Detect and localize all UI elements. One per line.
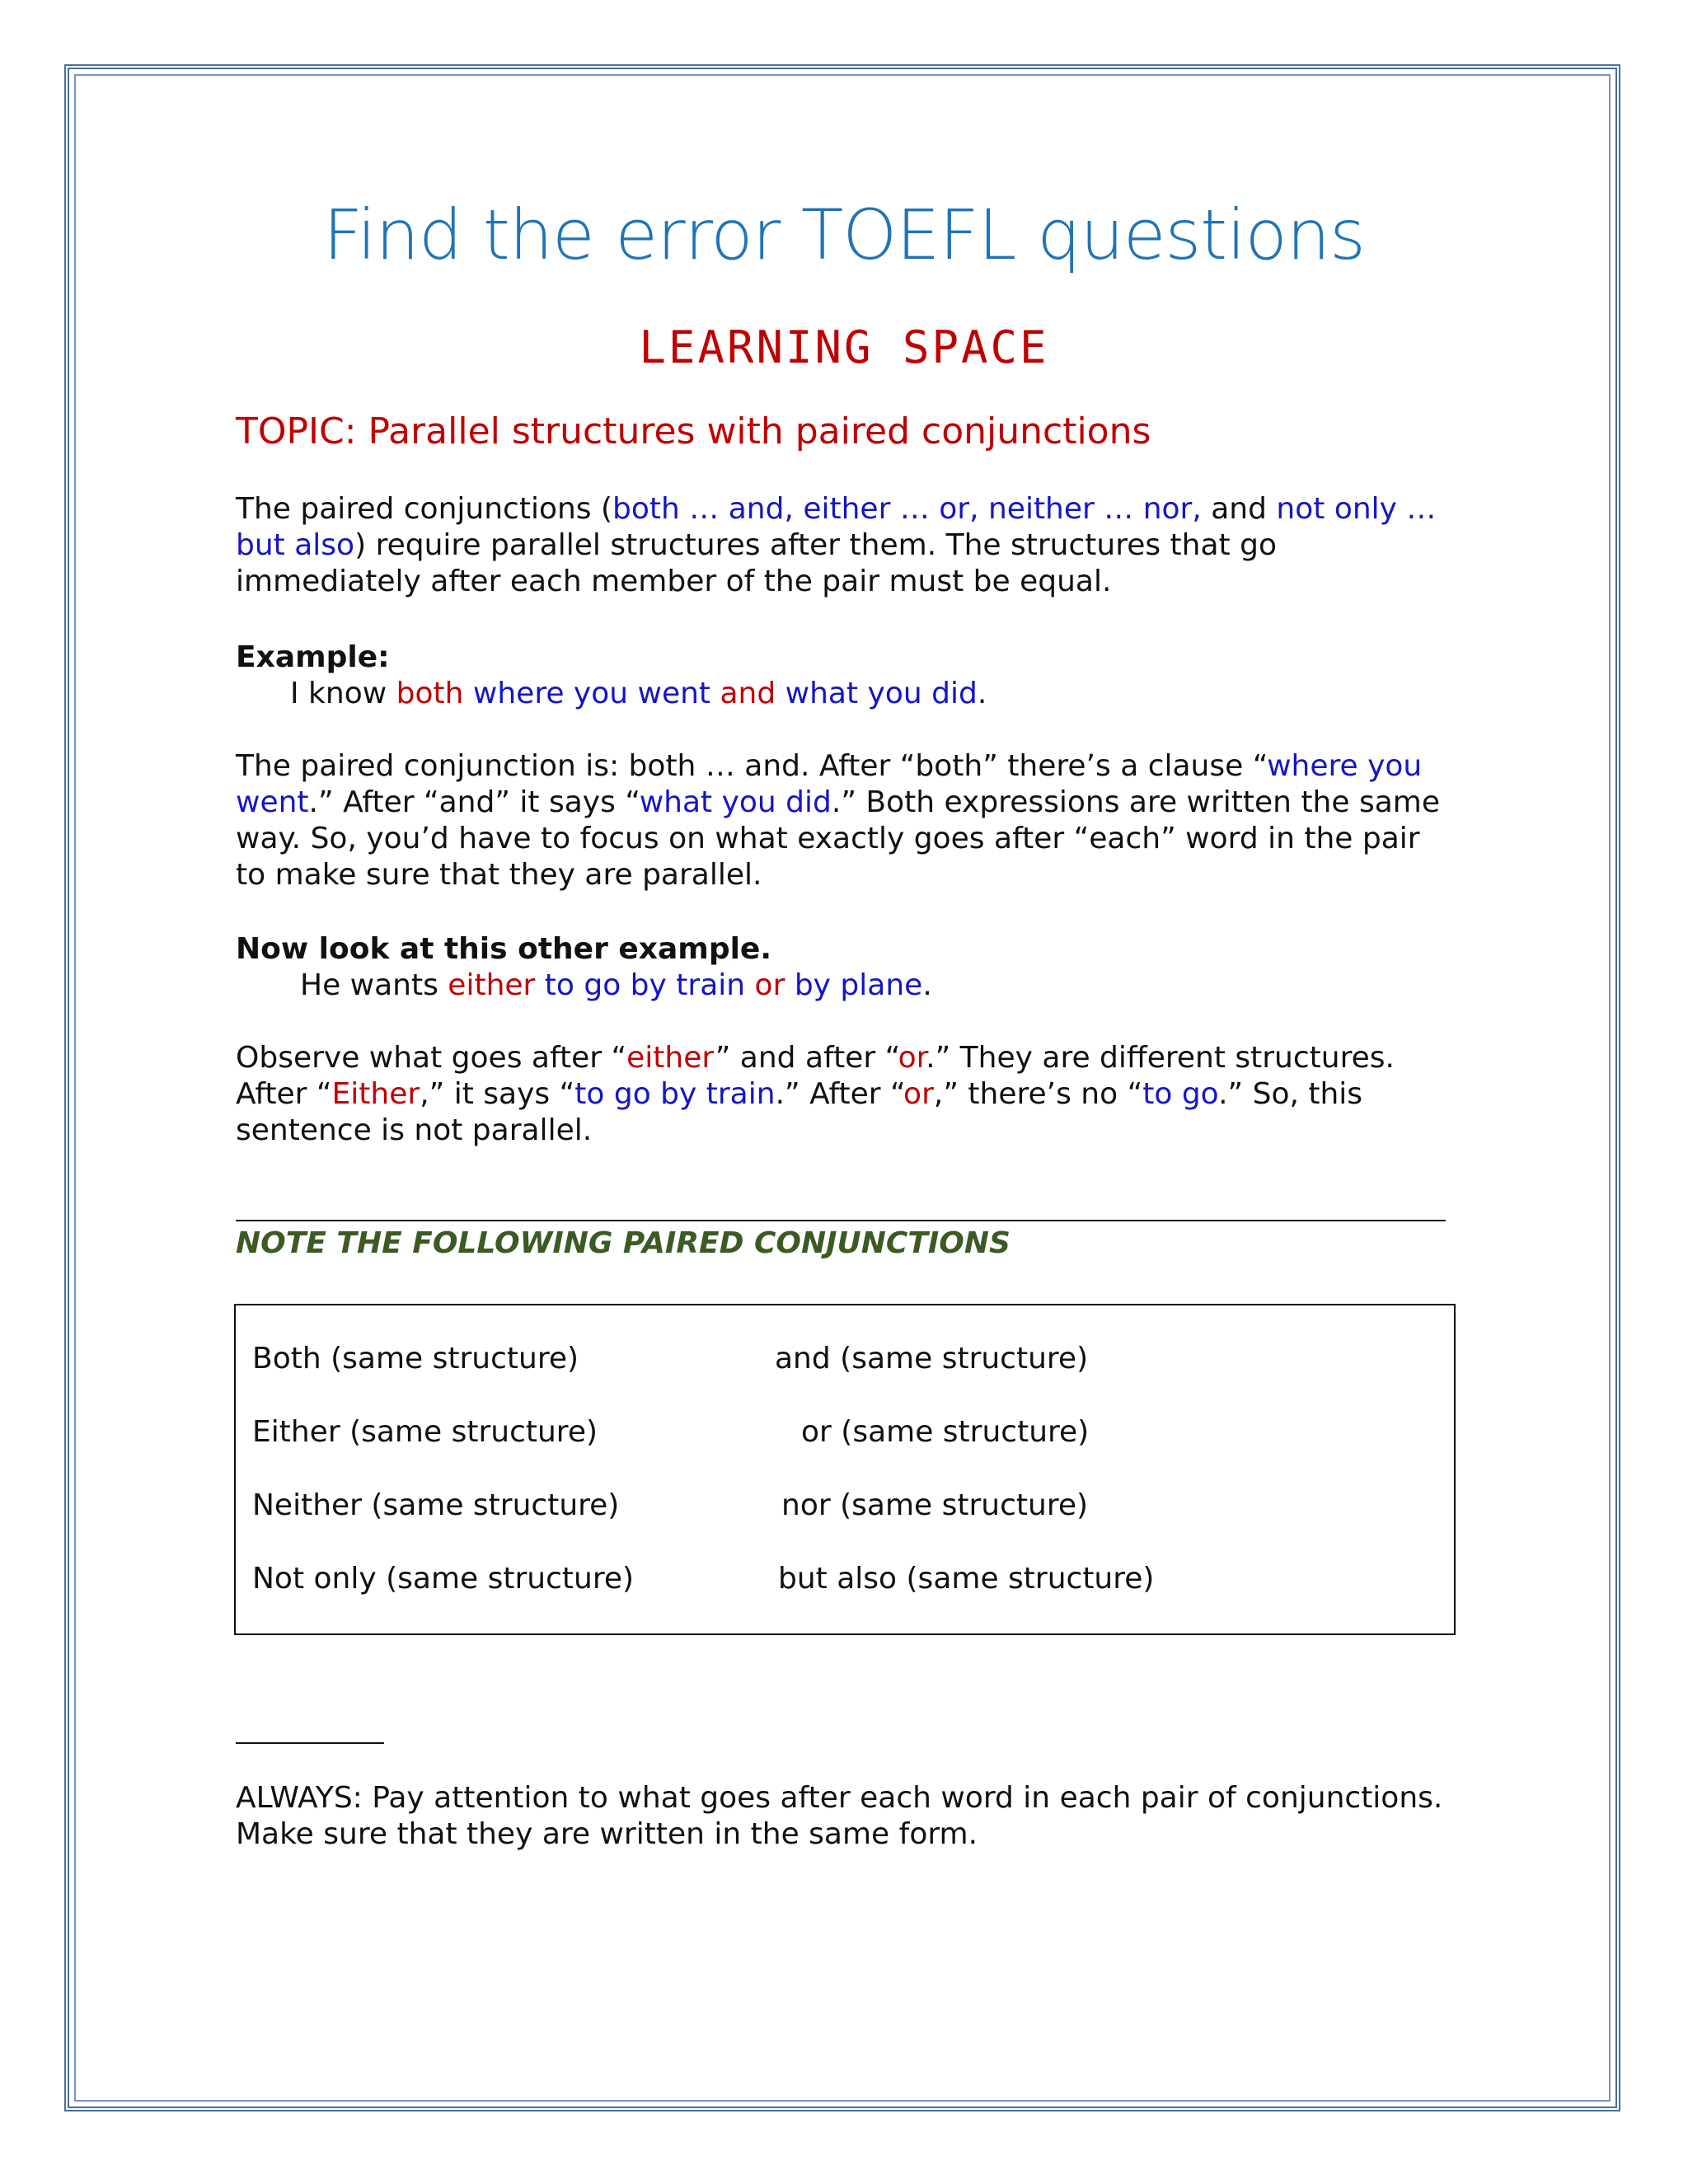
pair-first: Neither (same structure) [252,1488,620,1522]
example-1-sentence [236,676,1456,712]
example-2-sentence [236,968,1456,1004]
explain-2-text: .” After “ [775,1077,904,1111]
ex1-clause-1: where you went [472,677,711,710]
ex2-part [535,968,544,1002]
pair-second: nor (same structure) [781,1488,1089,1522]
ex2-part: . [922,968,932,1002]
note-heading: NOTE THE FOLLOWING PAIRED CONJUNCTIONS [236,1226,1010,1260]
pair-row [252,1342,1089,1376]
ex1-part [710,677,720,710]
ex1-part [776,677,785,710]
explain-2-text: .” So, this sentence is not parallel. [236,1077,1363,1147]
explain-2-text: ,” there’s no “ [933,1077,1143,1111]
ex2-conj-either: either [448,968,536,1002]
paired-conjunctions-box [234,1304,1456,1635]
explain-2-red: Either [331,1077,420,1111]
pair-second: but also (same structure) [778,1562,1155,1596]
pair-first: Not only (same structure) [252,1562,635,1596]
footnote-divider [236,1742,384,1744]
ex2-conj-or: or [754,968,785,1002]
example-1-heading: Example: [236,640,390,674]
pair-row [252,1415,1090,1449]
example-2 [236,931,1456,1004]
example-2-heading: Now look at this other example. [236,932,772,966]
example-1 [236,640,1456,712]
always-note: ALWAYS: Pay attention to what goes after each word in each pair of conjunctions. Make sure that they are written in the same form. [236,1781,1443,1851]
intro-text-1: The paired conjunctions ( [236,492,613,526]
ex2-part [745,968,754,1002]
section-divider [236,1220,1446,1221]
explain-1-text: .” Both expressions are written the same way. So, you’d have to focus on what exactly goes after “each” word in the pair to make sure that they are parallel. [236,785,1440,892]
explain-2-blue: to go by train [574,1077,776,1111]
ex1-conj-and: and [720,677,776,710]
ex2-part: He wants [300,968,448,1002]
ex1-part [463,677,472,710]
explain-2-text: ,” it says “ [420,1077,575,1111]
explain-2-text: ” and after “ [715,1041,898,1075]
page-subtitle: LEARNING SPACE [639,321,1049,373]
intro-conj-2: not only … but also [236,492,1437,562]
topic-heading: TOPIC: Parallel structures with paired conjunctions [236,410,1151,452]
ex1-part: I know [290,677,396,710]
explanation-2 [236,1040,1456,1149]
pair-first: Both (same structure) [252,1342,579,1376]
intro-paragraph [236,491,1456,600]
intro-text-2: and [1201,492,1277,526]
explain-2-red: or [898,1041,926,1075]
ex1-conj-both: both [396,677,464,710]
ex1-part: . [977,677,987,710]
pair-row [252,1562,1155,1596]
explain-2-text: Observe what goes after “ [236,1041,627,1075]
ex2-phrase-1: to go by train [544,968,746,1002]
explain-1-clause-1: where you went [236,749,1423,819]
pair-second: or (same structure) [801,1415,1090,1449]
explain-1-text: .” After “and” it says “ [308,785,640,819]
explain-2-blue: to go [1142,1077,1219,1111]
explain-1-text: The paired conjunction is: both … and. After “both” there’s a clause “ [236,749,1268,783]
explain-2-red: or [903,1077,934,1111]
page-title: Find the error TOEFL questions [323,194,1365,275]
ex2-phrase-2: by plane [794,968,923,1002]
ex1-clause-2: what you did [785,677,978,710]
pair-first: Either (same structure) [252,1415,598,1449]
explain-1-clause-2: what you did [639,785,832,819]
pair-second: and (same structure) [775,1342,1089,1376]
explain-2-red: either [626,1041,715,1075]
intro-text-3: ) require parallel structures after them. The structures that go immediately after each member of the pair must be equal. [236,528,1277,598]
ex2-part [785,968,794,1002]
intro-conj-1: both … and, either … or, neither … nor, [612,492,1202,526]
explanation-1 [236,748,1456,893]
explain-2-text: .” They are different structures. After “ [236,1041,1395,1111]
pair-row [252,1488,1089,1522]
